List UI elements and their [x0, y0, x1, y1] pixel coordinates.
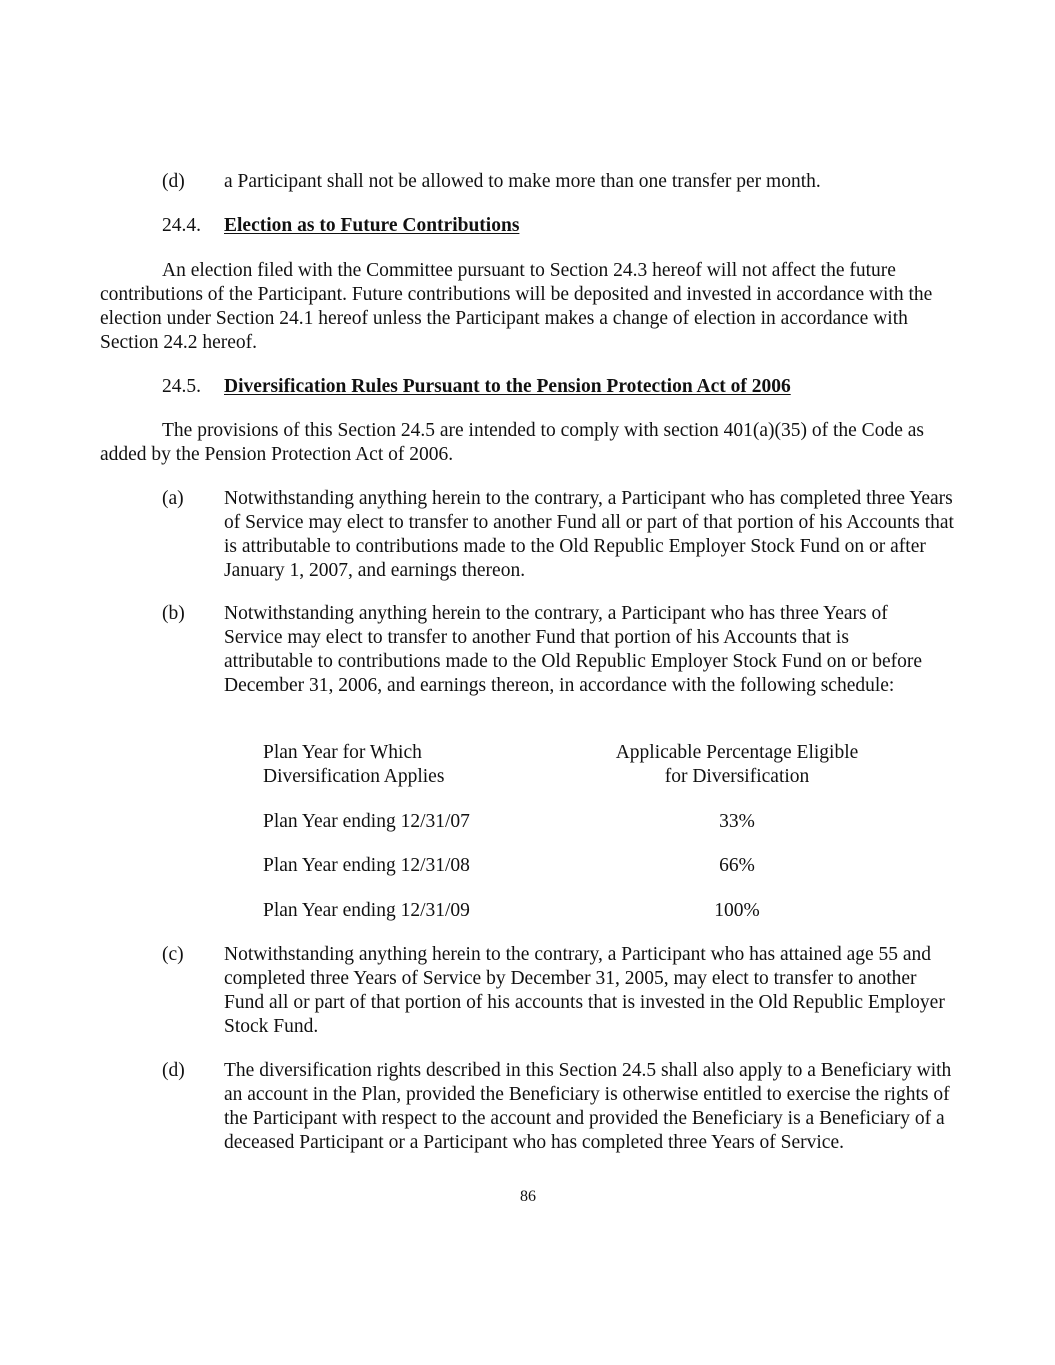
section-24-4-paragraph: An election filed with the Committee pursuant to Section 24.3 hereof will not affect the future contributions of the Participant. Future contributions will be deposited and invested in accordance with the election under Section 24.1 hereof unless the Participant makes a change of election in accordance with Section 24.2 hereof. [100, 260, 933, 353]
item-c-text: Notwithstanding anything herein to the contrary, a Participant who has attained age 55 and completed three Years of Service by December 31, 2005, may elect to transfer to another Fund all or part of that portion of his accounts that is invested in the Old Republic Employer Stock Fund. [224, 944, 945, 1037]
section-24-4-title: Election as to Future Contributions [224, 215, 520, 236]
schedule-header-left-line1: Plan Year for Which [263, 742, 422, 763]
item-b-text: Notwithstanding anything herein to the contrary, a Participant who has three Years of Service may elect to transfer to another Fund that portion of his Accounts that is attributable to contributions made to the Old Republic Employer Stock Fund on or before December 31, 2006, and earnings thereon, in accordance with the following schedule: [224, 603, 923, 696]
item-d-top-text: a Participant shall not be allowed to make more than one transfer per month. [224, 171, 821, 192]
schedule-row-plan-year: Plan Year ending 12/31/09 [263, 900, 470, 921]
schedule-header-right-line2: for Diversification [664, 766, 810, 787]
section-24-4-number: 24.4. [162, 215, 201, 236]
item-b-marker: (b) [162, 603, 185, 624]
schedule-row-percentage: 33% [719, 811, 755, 832]
schedule-row-percentage: 100% [714, 900, 760, 921]
item-c-marker: (c) [162, 944, 184, 965]
schedule-header-left-line2: Diversification Applies [263, 766, 445, 787]
item-a-marker: (a) [162, 488, 184, 509]
section-24-5-number: 24.5. [162, 376, 201, 397]
section-24-5-paragraph: The provisions of this Section 24.5 are intended to comply with section 401(a)(35) of the Code as added by the Pension Protection Act of 2006. [100, 420, 924, 465]
item-d-text: The diversification rights described in this Section 24.5 shall also apply to a Beneficiary with an account in the Plan, provided the Beneficiary is otherwise entitled to exercise the rights of the Participant with respect to the account and provided the Beneficiary is a Beneficiary of a deceased Participant or a Participant who has completed three Years of Service. [224, 1060, 952, 1153]
schedule-row-percentage: 66% [719, 855, 755, 876]
schedule-row-plan-year: Plan Year ending 12/31/07 [263, 811, 470, 832]
section-24-5-title: Diversification Rules Pursuant to the Pension Protection Act of 2006 [224, 376, 791, 397]
schedule-header-right-line1: Applicable Percentage Eligible [615, 742, 859, 763]
schedule-row-plan-year: Plan Year ending 12/31/08 [263, 855, 470, 876]
item-a-text: Notwithstanding anything herein to the contrary, a Participant who has completed three Years of Service may elect to transfer to another Fund all or part of that portion of his Accounts that is attributable to contributions made to the Old Republic Employer Stock Fund on or after January 1, 2007, and earnings thereon. [224, 488, 954, 581]
page-number: 86 [520, 1188, 536, 1205]
item-d-top-marker: (d) [162, 171, 185, 192]
item-d-marker: (d) [162, 1060, 185, 1081]
